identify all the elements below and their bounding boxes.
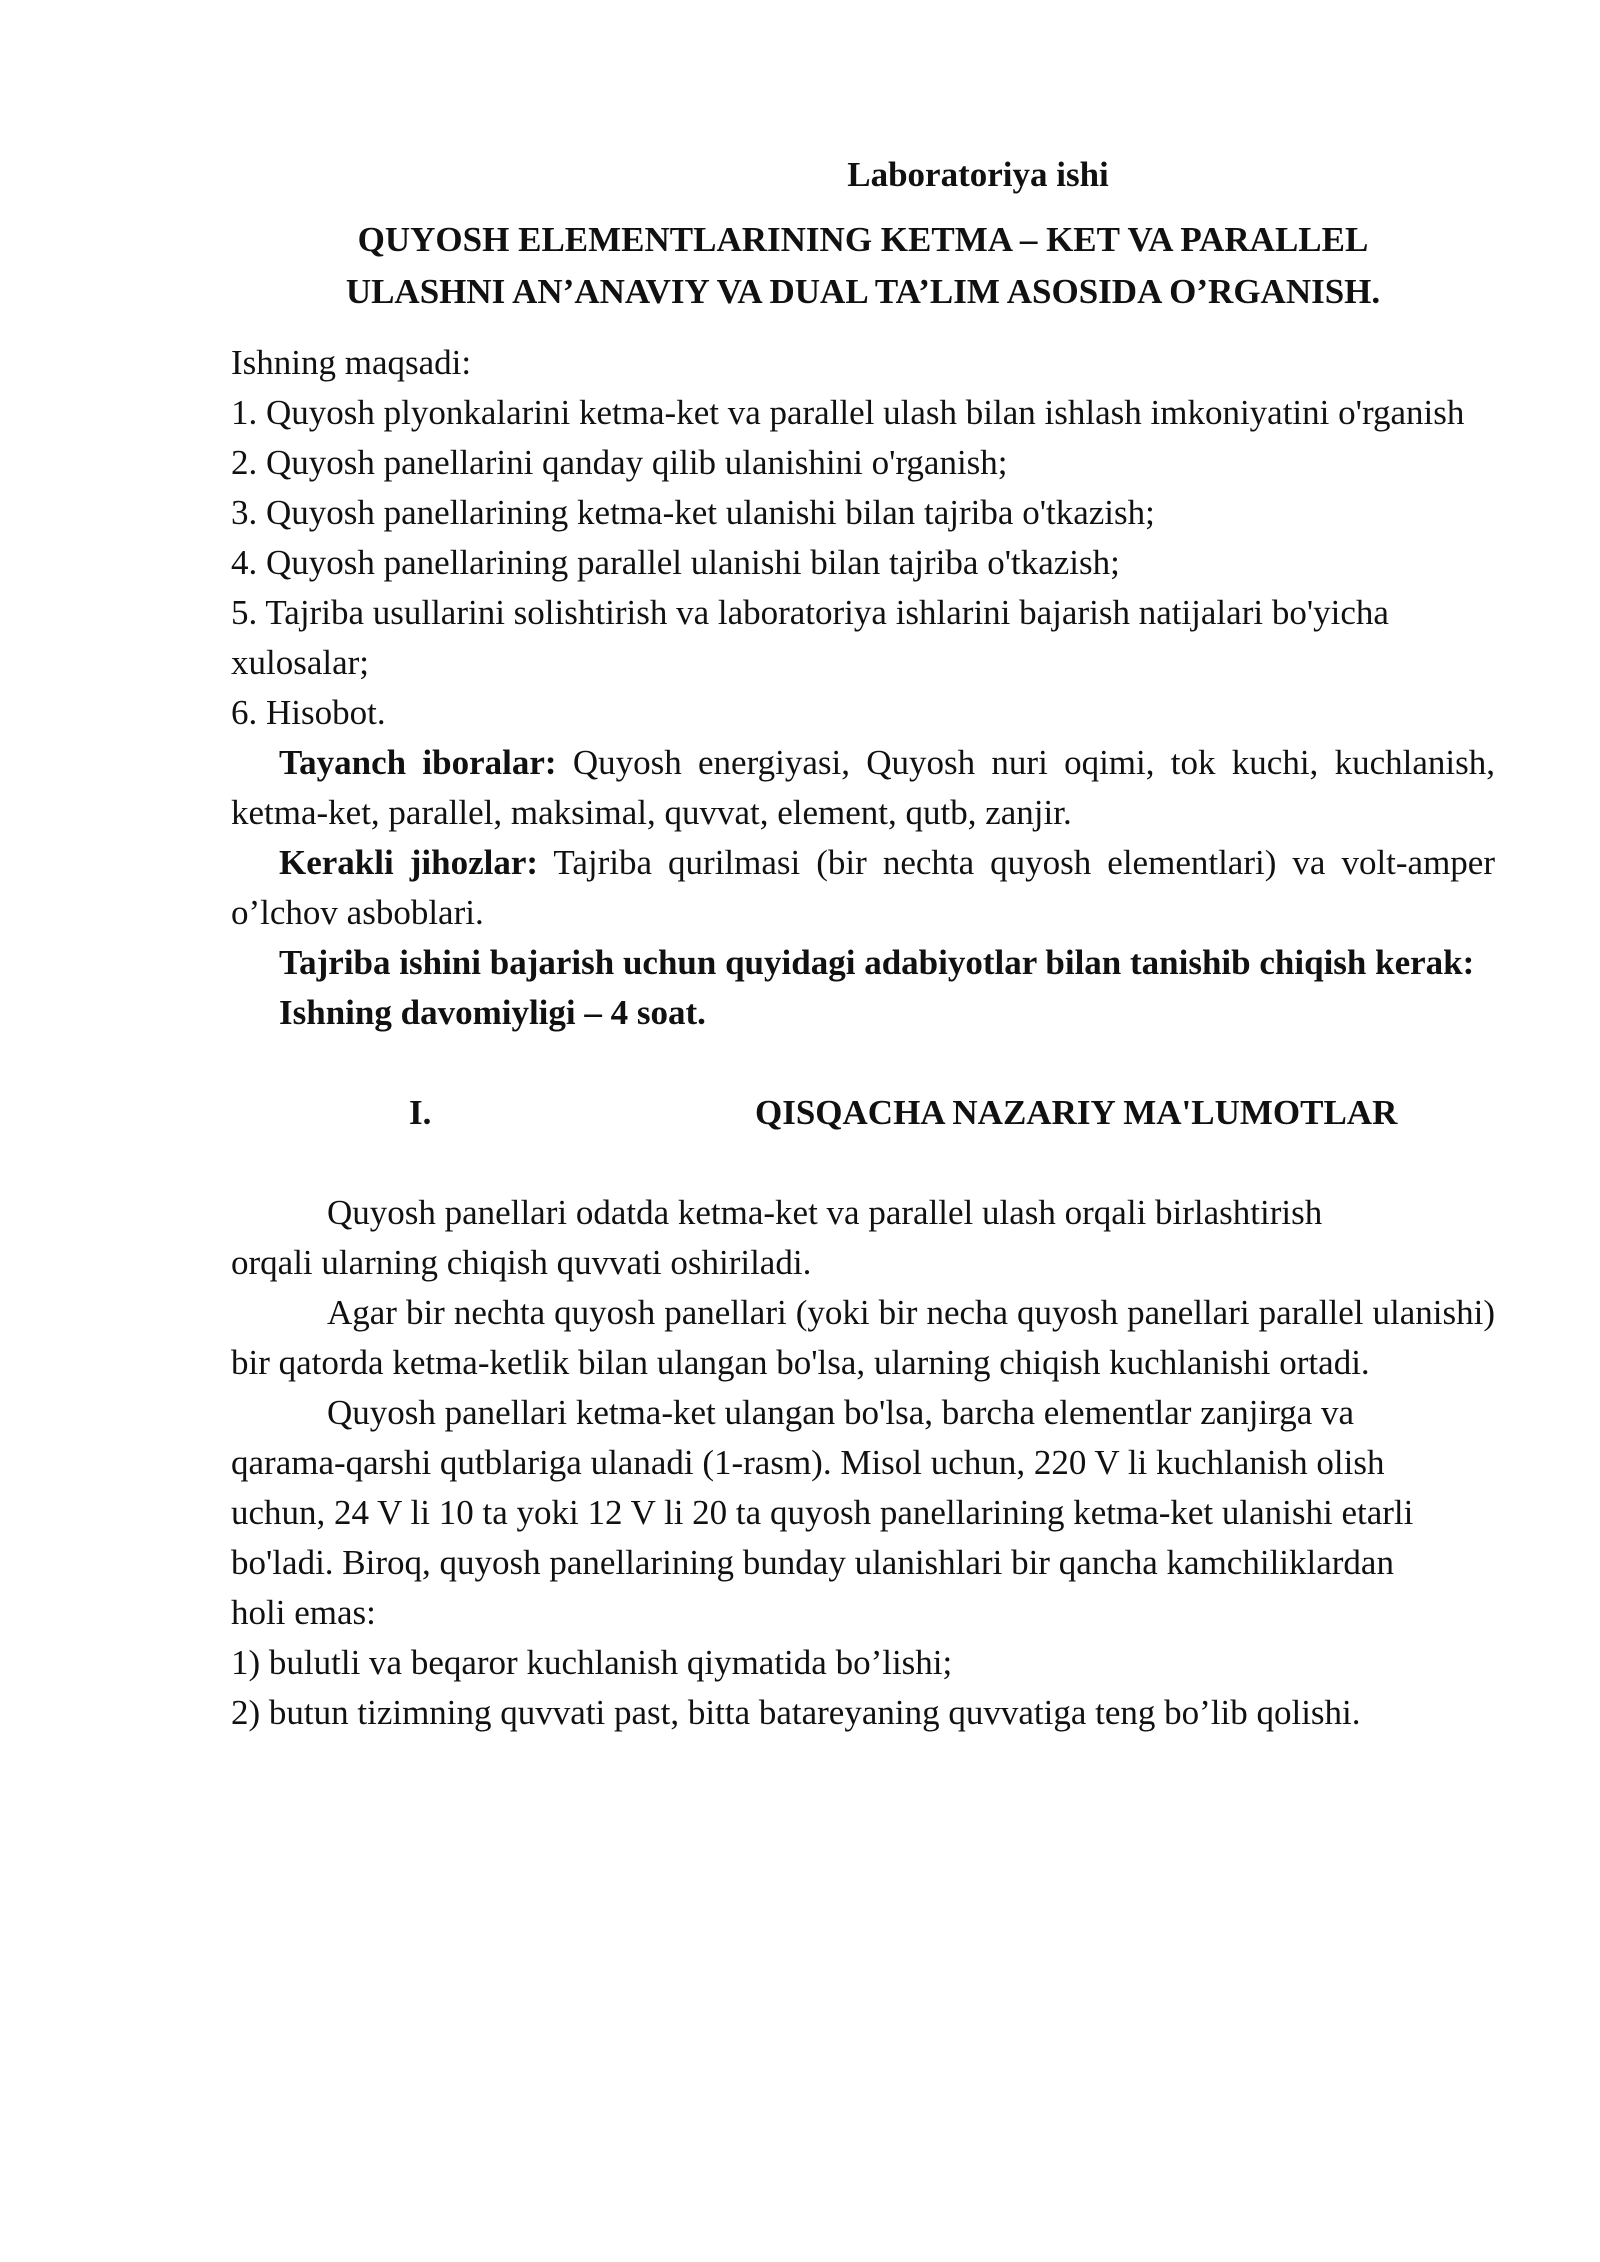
goal-item: 4. Quyosh panellarining parallel ulanishi bilan tajriba o'tkazish; [231,543,1120,582]
equipment-paragraph [231,838,1495,938]
keywords-label: Tayanch iboralar: [279,743,557,782]
theory-paragraph-2: Agar bir nechta quyosh panellari (yoki bir necha quyosh panellari parallel ulanishi) bir qatorda ketma-ketlik bilan ulangan bo'lsa, ularning chiqish kuchlanishi ortadi. [231,1293,1495,1382]
keywords-text: Quyosh energiyasi, Quyosh nuri oqimi, tok kuchi, kuchlanish, ketma-ket, parallel, maksimal, quvvat, element, qutb, zanjir. [231,743,1495,832]
section-title: QISQACHA NAZARIY MA'LUMOTLAR [755,1093,1398,1132]
drawback-item-1: 1) bulutli va beqaror kuchlanish qiymatida bo’lishi; [231,1643,953,1682]
goal-item: 1. Quyosh plyonkalarini ketma-ket va parallel ulash bilan ishlash imkoniyatini o'rganish [231,393,1465,432]
goal-item: 5. Tajriba usullarini solishtirish va laboratoriya ishlarini bajarish natijalari bo'yicha xulosalar; [231,593,1389,682]
drawback-item-2: 2) butun tizimning quvvati past, bitta batareyaning quvvatiga teng bo’lib qolishi. [231,1693,1361,1732]
section-number: I. [409,1093,432,1132]
goal-item: 2. Quyosh panellarini qanday qilib ulanishini o'rganish; [231,443,1008,482]
goal-list [231,388,1495,738]
theory-paragraph-1: Quyosh panellari odatda ketma-ket va parallel ulash orqali birlashtirish orqali ularning chiqish quvvati oshiriladi. [231,1193,1323,1282]
goal-item: 3. Quyosh panellarining ketma-ket ulanishi bilan tajriba o'tkazish; [231,493,1155,532]
equipment-text: Tajriba qurilmasi (bir nechta quyosh elementlari) va volt-amper o’lchov asboblari. [231,843,1495,932]
title-line-2: ULASHNI AN’ANAVIY VA DUAL TA’LIM ASOSIDA O’RGANISH. [345,272,1381,311]
duration-note: Ishning davomiyligi – 4 soat. [279,993,706,1032]
title-line-1: QUYOSH ELEMENTLARINING KETMA – KET VA PARALLEL [357,220,1369,259]
lab-label: Laboratoriya ishi [847,155,1109,194]
document-title [231,214,1495,318]
theory-paragraph-3: Quyosh panellari ketma-ket ulangan bo'lsa, barcha elementlar zanjirga va qarama-qarshi qutblariga ulanadi (1-rasm). Misol uchun, 220 V li kuchlanish olish uchun, 24 V li 10 ta yoki 12 V li 20 ta quyosh panellarining ketma-ket ulanishi etarli bo'ladi. Biroq, quyosh panellarining bunday ulanishlari bir qancha kamchiliklardan holi emas: [231,1393,1414,1632]
section-heading [231,1088,1495,1138]
literature-note: Tajriba ishini bajarish uchun quyidagi adabiyotlar bilan tanishib chiqish kerak: [279,943,1475,982]
equipment-label: Kerakli jihozlar: [279,843,539,882]
document-body [231,150,1495,1738]
keywords-paragraph [231,738,1495,838]
goal-item: 6. Hisobot. [231,693,386,732]
goal-heading: Ishning maqsadi: [231,343,472,382]
